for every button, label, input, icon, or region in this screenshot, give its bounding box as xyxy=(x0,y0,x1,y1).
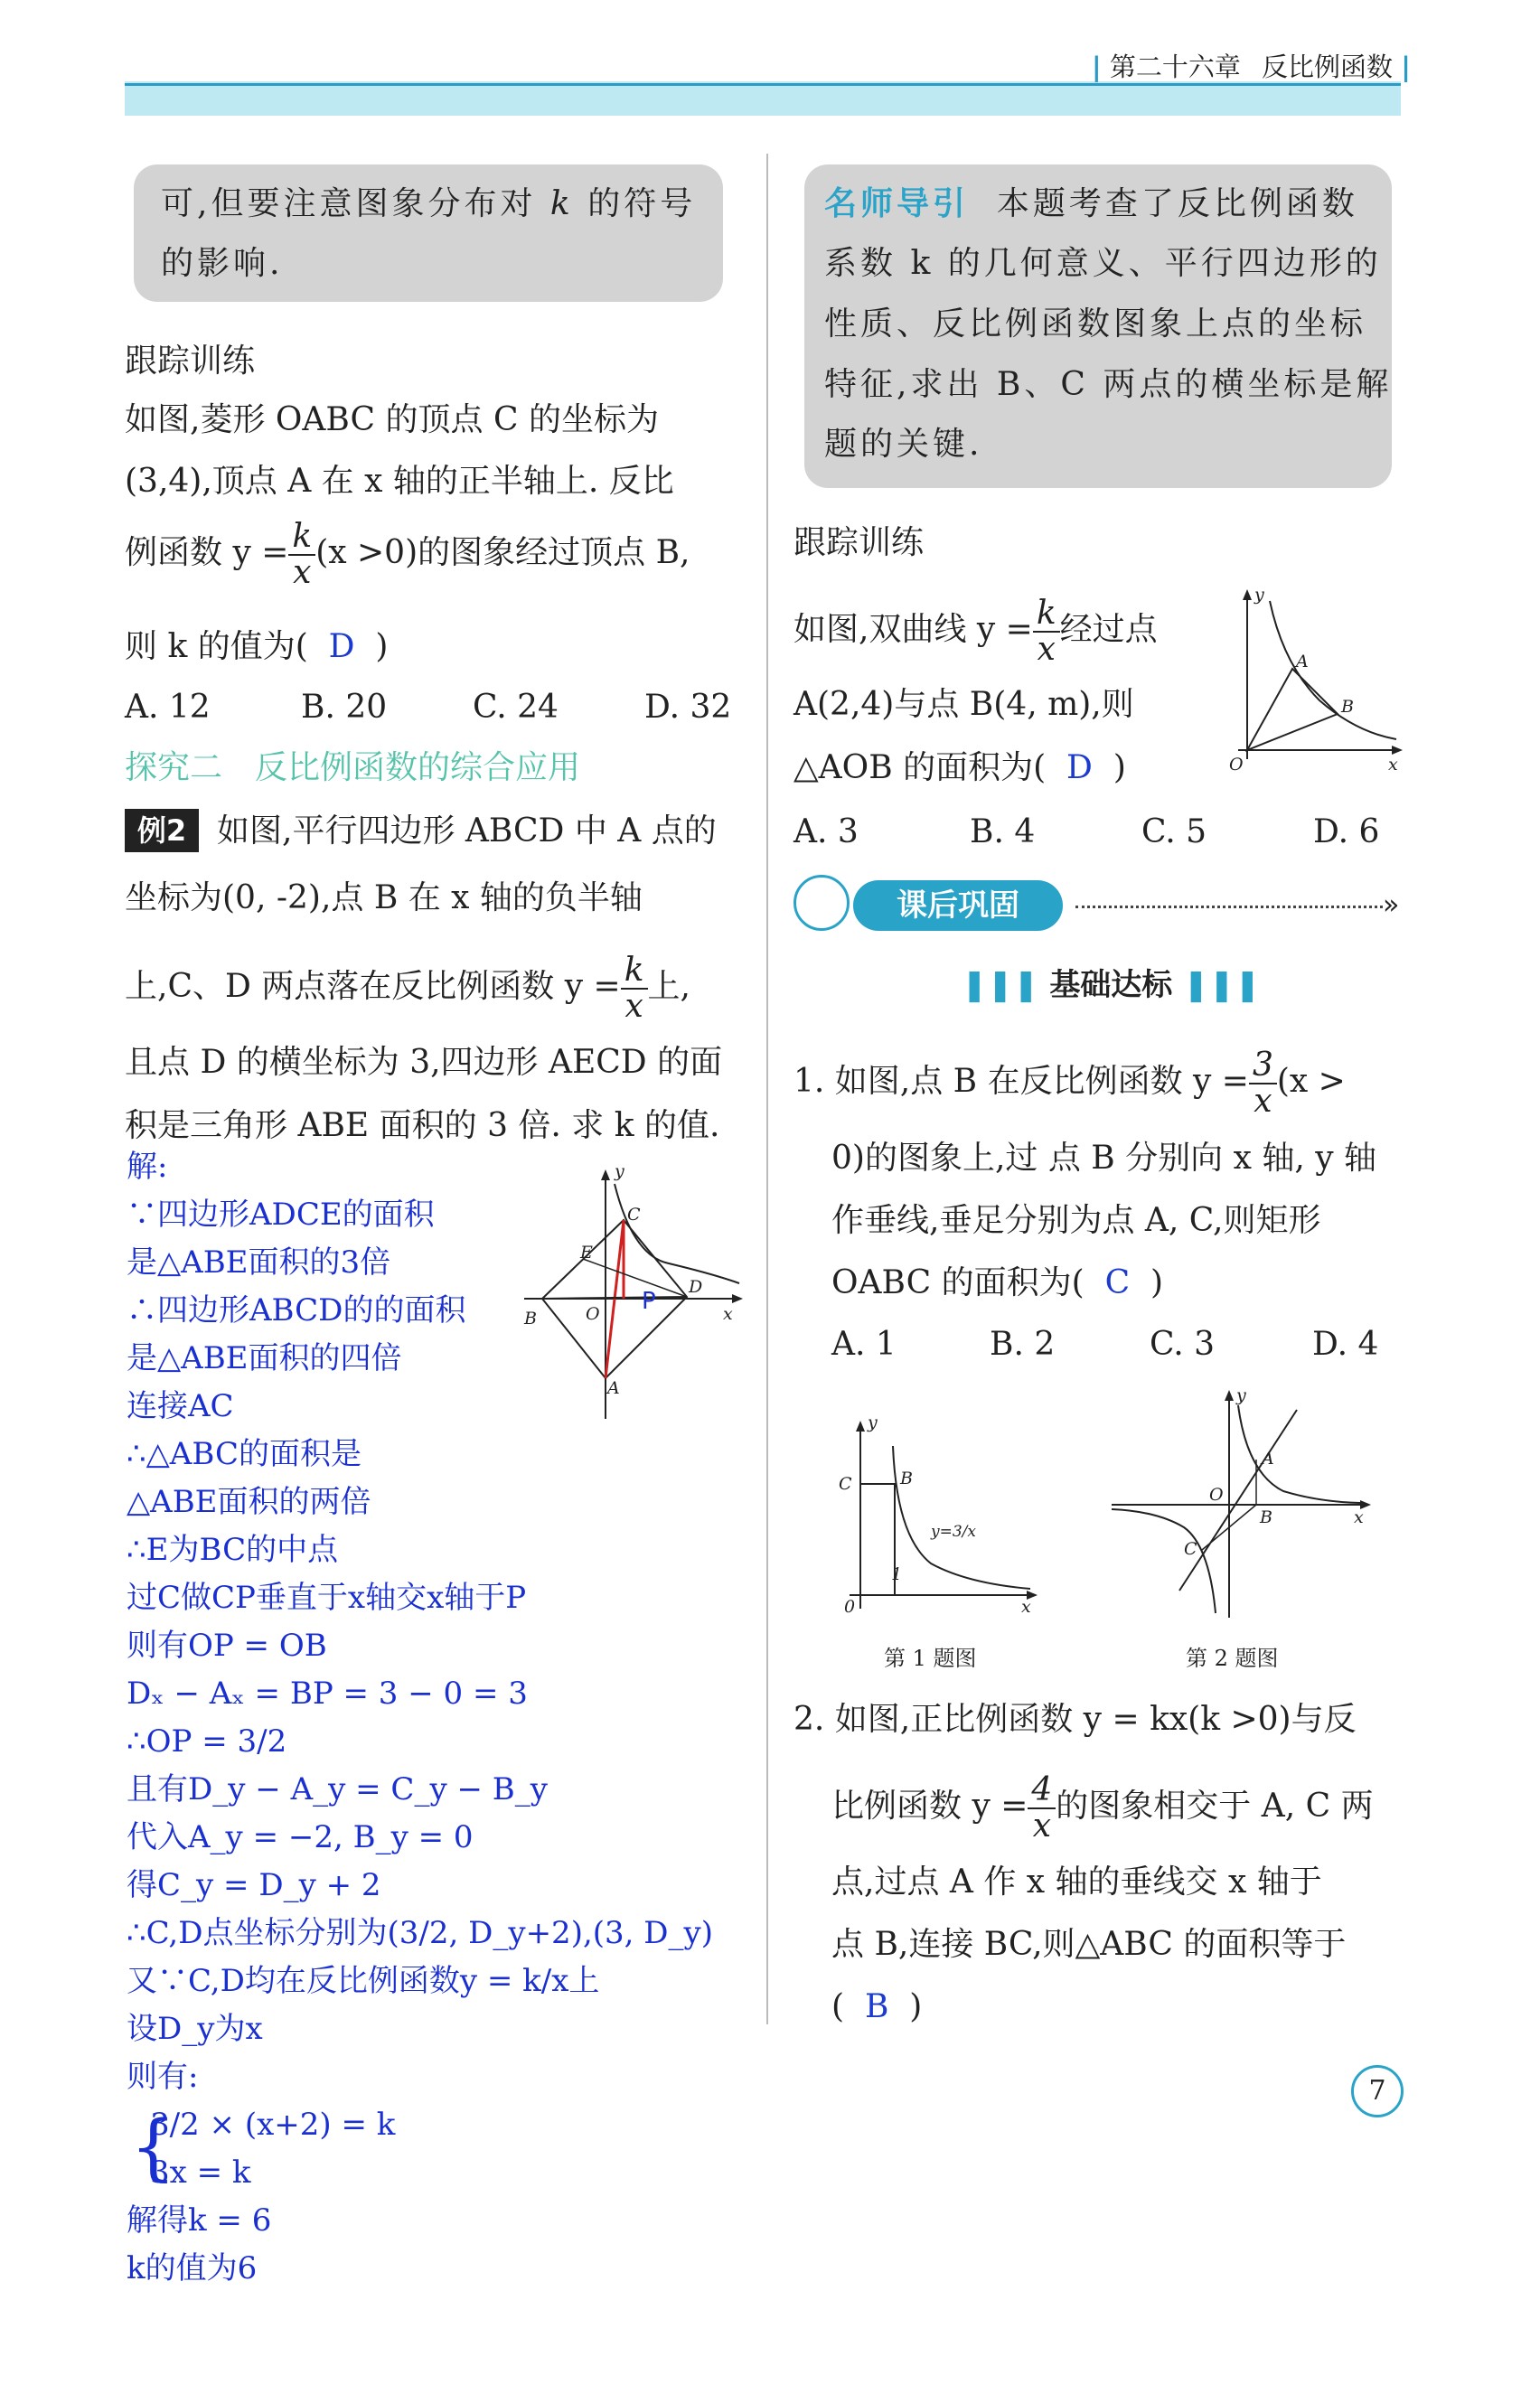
fig-label-a: A xyxy=(607,1378,620,1398)
svg-text:x: x xyxy=(1354,1507,1364,1527)
q2-caption: 第 2 题图 xyxy=(1186,1646,1279,1671)
solution-line: 代入A_y = −2, B_y = 0 xyxy=(127,1819,474,1855)
q2-line-5: ( B ) xyxy=(831,1988,923,2025)
q2-line-2: 比例函数 y = $\frac{4}{x}$ 的图象相交于 A, C 两 xyxy=(831,1771,1374,1845)
fig-label-o: O xyxy=(586,1304,600,1324)
solution-line: 则有: xyxy=(127,2059,199,2095)
section-banner: 课后巩固 xyxy=(853,880,1063,931)
svg-text:x: x xyxy=(1388,755,1398,775)
svg-text:C: C xyxy=(839,1474,852,1494)
option-d: D. 32 xyxy=(644,689,732,726)
svg-text:B: B xyxy=(900,1469,913,1488)
option-b: B. 2 xyxy=(990,1326,1056,1363)
solution-line: ∴C,D点坐标分别为(3/2, D_y+2),(3, D_y) xyxy=(127,1915,714,1951)
note-line-1: 可,但要注意图象分布对 k 的符号 xyxy=(161,185,697,222)
chapter-header: | 第二十六章 反比例函数 | xyxy=(1092,52,1411,82)
fig-label-b: B xyxy=(524,1309,537,1328)
solution-line: △ABE面积的两倍 xyxy=(127,1484,371,1520)
fig-label-d: D xyxy=(689,1277,703,1297)
explore-title: 探究二 反比例函数的综合应用 xyxy=(125,749,581,786)
hint-line-2: 系数 k 的几何意义、平行四边形的 xyxy=(824,245,1382,282)
solution-line: 是△ABE面积的3倍 xyxy=(127,1244,391,1281)
svg-text:x: x xyxy=(1021,1597,1031,1617)
option-a: A. 3 xyxy=(793,813,859,850)
q1-line-3: 作垂线,垂足分别为点 A, C,则矩形 xyxy=(831,1202,1321,1239)
fig-label-e: E xyxy=(580,1243,593,1263)
svg-text:O: O xyxy=(1229,755,1244,775)
q2-figure xyxy=(1103,1383,1374,1636)
svg-text:A: A xyxy=(1262,1449,1274,1469)
example-tag: 例2 xyxy=(125,809,199,852)
svg-text:y: y xyxy=(1236,1385,1246,1405)
svg-text:y: y xyxy=(1254,585,1264,605)
solution-line: 设D_y为x xyxy=(127,2011,263,2047)
fig-label-c: C xyxy=(627,1205,641,1225)
track1-line-2: (3,4),顶点 A 在 x 轴的正半轴上. 反比 xyxy=(125,463,674,500)
hint-line-3: 性质、反比例函数图象上点的坐标 xyxy=(824,305,1367,343)
solution-line: 则有OP = OB xyxy=(127,1628,327,1664)
solution-line: 又∵C,D均在反比例函数y = k/x上 xyxy=(127,1963,600,1999)
solution-line: Dₓ − Aₓ = BP = 3 − 0 = 3 xyxy=(127,1676,528,1712)
option-c: C. 5 xyxy=(1141,813,1207,850)
fraction-k-over-x: $\frac{k}{x}$ xyxy=(288,520,315,590)
example-line-1: 如图,平行四边形 ABCD 中 A 点的 xyxy=(217,812,717,850)
option-d: D. 6 xyxy=(1313,813,1380,850)
hint-line-5: 题的关键. xyxy=(824,426,983,463)
track2-line-1: 如图,双曲线 y = $\frac{k}{x}$ 经过点 xyxy=(793,595,1158,668)
track1-line-4: 则 k 的值为( D ) xyxy=(125,628,389,665)
svg-text:A: A xyxy=(1296,652,1309,671)
option-c: C. 24 xyxy=(473,689,559,726)
q2-answer: B xyxy=(864,1988,889,2025)
svg-text:y: y xyxy=(868,1413,878,1432)
solution-line: ∴E为BC的中点 xyxy=(127,1532,339,1568)
hint-line-4: 特征,求出 B、C 两点的横坐标是解 xyxy=(824,366,1393,403)
track2-line-3: △AOB 的面积为( D ) xyxy=(793,749,1126,786)
solution-line: ∴OP = 3/2 xyxy=(127,1723,287,1760)
q2-line-1: 2. 如图,正比例函数 y = kx(k >0)与反 xyxy=(793,1701,1357,1738)
fig-label-p: P xyxy=(642,1288,656,1315)
solution-line: ∴△ABC的面积是 xyxy=(127,1436,362,1472)
solution-line: 3x = k xyxy=(150,2155,251,2191)
solution-line: 连接AC xyxy=(127,1388,234,1424)
svg-text:B: B xyxy=(1260,1507,1272,1527)
solution-line: 且有D_y − A_y = C_y − B_y xyxy=(127,1771,548,1807)
q1-line-2: 0)的图象上,过 点 B 分别向 x 轴, y 轴 xyxy=(831,1140,1377,1177)
option-d: D. 4 xyxy=(1312,1326,1379,1363)
option-a: A. 12 xyxy=(125,689,211,726)
option-b: B. 4 xyxy=(970,813,1036,850)
svg-text:0: 0 xyxy=(844,1597,856,1617)
subsection-title: ❚❚❚ 基础达标 ❚❚❚ xyxy=(962,967,1261,1003)
example-line-4: 且点 D 的横坐标为 3,四边形 AECD 的面 xyxy=(125,1044,723,1081)
header-chapter: 第二十六章 xyxy=(1109,52,1241,82)
banner-dots xyxy=(1075,906,1383,908)
track2-figure xyxy=(1229,578,1410,786)
svg-text:O: O xyxy=(1209,1485,1224,1505)
solution-line: 解: xyxy=(127,1149,168,1185)
svg-text:1: 1 xyxy=(891,1564,903,1584)
example-line-5: 积是三角形 ABE 面积的 3 倍. 求 k 的值. xyxy=(125,1107,720,1144)
pencil-icon xyxy=(793,875,850,931)
track1-answer: D xyxy=(328,628,355,665)
track2-title: 跟踪训练 xyxy=(793,524,925,561)
header-topic: 反比例函数 xyxy=(1262,52,1394,82)
header-band xyxy=(125,81,1401,116)
solution-line: 过C做CP垂直于x轴交x轴于P xyxy=(127,1580,527,1616)
svg-text:B: B xyxy=(1341,697,1354,717)
q1-caption: 第 1 题图 xyxy=(884,1646,977,1671)
option-b: B. 20 xyxy=(301,689,388,726)
track2-answer: D xyxy=(1066,749,1093,786)
q1-figure xyxy=(813,1410,1048,1636)
solution-block: 解: ∵四边形ADCE的面积 是△ABE面积的3倍 ∴四边形ABCD的的面积 是△ABE面积的四倍 连接AC ∴△ABC的面积是 △ABE面积的两倍 ∴E为BC的中点 过C做CP垂直于x轴交x轴于P 则有OP = OB Dₓ − Aₓ = BP = 3 − 0 = 3 ∴OP = 3/2 且有D_y − A_y = C_y − B_y 代入A_y = −2, B_y = 0 得C_y = D_y + 2 ∴C,D点坐标分别为(3/2, D_y+2),(3, D_y) 又∵C,D均在反比例函数y = k/x上 设D_y为x 则有: { 3/2 × (x+2) = k 3x = k 解得k = 6 k的值为6 xyxy=(127,1143,777,2293)
page-number: 7 xyxy=(1351,2065,1404,2117)
q1-answer: C xyxy=(1104,1264,1131,1301)
solution-line: 得C_y = D_y + 2 xyxy=(127,1867,381,1903)
q2-line-3: 点,过点 A 作 x 轴的垂线交 x 轴于 xyxy=(831,1864,1322,1901)
q1-line-4: OABC 的面积为( C ) xyxy=(831,1264,1164,1301)
solution-line: 3/2 × (x+2) = k xyxy=(150,2107,396,2143)
hint-title: 名师导引 xyxy=(824,185,970,222)
option-a: A. 1 xyxy=(831,1326,897,1363)
curve-label: y=3/x xyxy=(931,1523,976,1541)
example-line-2: 坐标为(0, -2),点 B 在 x 轴的负半轴 xyxy=(125,879,643,916)
svg-text:C: C xyxy=(1184,1539,1197,1559)
example2-figure xyxy=(506,1157,750,1428)
note-line-2: 的影响. xyxy=(161,245,284,282)
solution-line: k的值为6 xyxy=(127,2250,258,2286)
track2-line-2: A(2,4)与点 B(4, m),则 xyxy=(793,686,1134,723)
hint-line-1: 名师导引 本题考查了反比例函数 xyxy=(824,185,1358,222)
track1-line-1: 如图,菱形 OABC 的顶点 C 的坐标为 xyxy=(125,401,659,438)
fig-label-x: x xyxy=(723,1304,733,1324)
solution-line: ∵四边形ADCE的面积 xyxy=(127,1197,435,1233)
solution-line: 是△ABE面积的四倍 xyxy=(127,1340,402,1376)
solution-line: 解得k = 6 xyxy=(127,2202,272,2239)
fig-label-y: y xyxy=(615,1161,624,1181)
q1-line-1: 1. 如图,点 B 在反比例函数 y = $\frac{3}{x}$ (x > xyxy=(793,1047,1346,1120)
track1-line-3: 例函数 y = $\frac{k}{x}$ (x >0)的图象经过顶点 B, xyxy=(125,518,690,591)
q2-line-4: 点 B,连接 BC,则△ABC 的面积等于 xyxy=(831,1926,1347,1963)
example-line-3: 上,C、D 两点落在反比例函数 y = $\frac{k}{x}$ 上, xyxy=(125,952,690,1025)
track1-title: 跟踪训练 xyxy=(125,343,256,380)
solution-line: ∴四边形ABCD的的面积 xyxy=(127,1292,466,1328)
option-c: C. 3 xyxy=(1150,1326,1216,1363)
banner-arrow: » xyxy=(1383,889,1400,921)
